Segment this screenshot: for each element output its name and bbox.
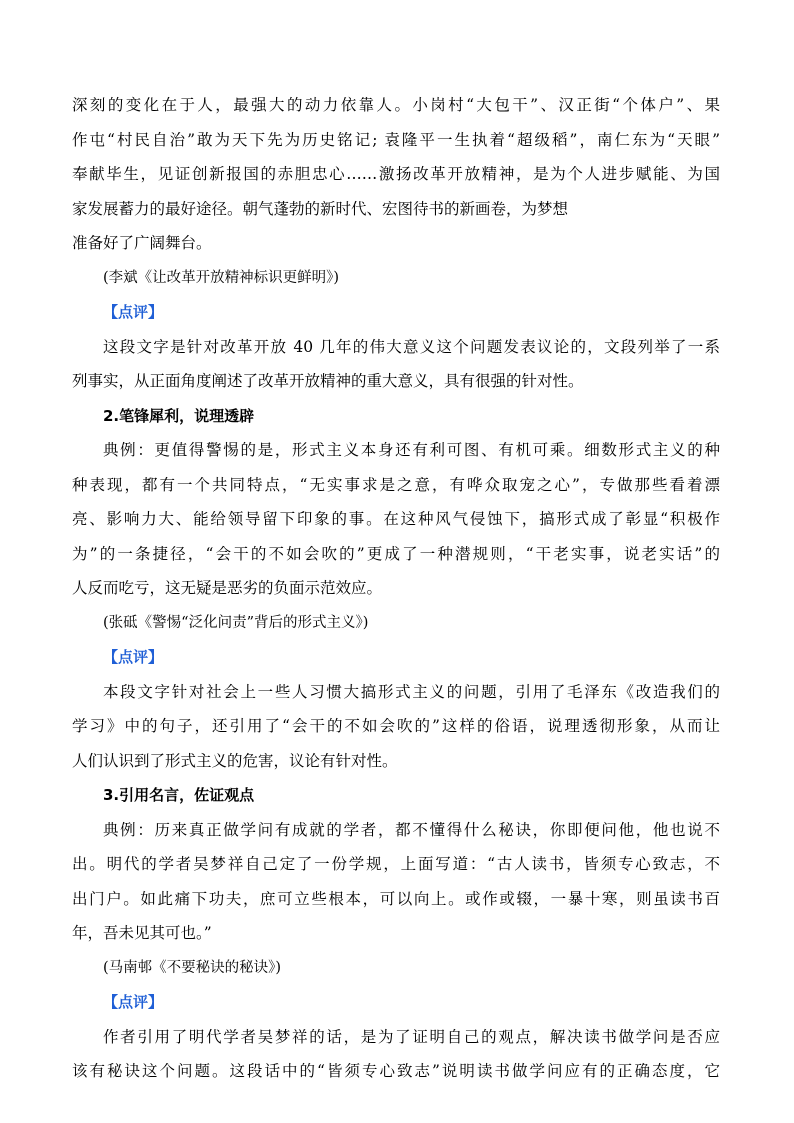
comment-line: 作者引用了明代学者吴梦祥的话，是为了证明自己的观点，解决读书做学问是否应 bbox=[103, 1027, 720, 1046]
comment-line: 学习》中的句子，还引用了“会干的不如会吹的”这样的俗语，说理透彻形象，从而让 bbox=[72, 717, 720, 735]
comment-line: 这段文字是针对改革开放 40 几年的伟大意义这个问题发表议论的，文段列举了一系 bbox=[103, 337, 720, 356]
example-line: 典例：更值得警惕的是，形式主义本身还有利可图、有机可乘。细数形式主义的种 bbox=[103, 441, 720, 459]
paragraph-line: 家发展蓄力的最好途径。朝气蓬勃的新时代、宏图待书的新画卷，为梦想 bbox=[72, 199, 569, 218]
comment-label: 【点评】 bbox=[103, 303, 164, 321]
section-heading: 3.引用名言，佐证观点 bbox=[103, 786, 255, 804]
document-page bbox=[72, 88, 720, 1089]
comment-label: 【点评】 bbox=[103, 648, 164, 666]
example-line: 种表现，都有一个共同特点，“无实事求是之意，有哗众取宠之心”，专做那些看着漂 bbox=[72, 475, 720, 494]
source-citation: (李斌《让改革开放精神标识更鲜明》) bbox=[103, 269, 340, 286]
example-line: 人反而吃亏，这无疑是恶劣的负面示范效应。 bbox=[72, 579, 383, 597]
example-line: 亮、影响力大、能给领导留下印象的事。在这种风气侵蚀下，搞形式成了彰显“积极作 bbox=[72, 510, 720, 528]
paragraph-line: 奉献毕生，见证创新报国的赤胆忠心……激扬改革开放精神，是为个人进步赋能、为国 bbox=[72, 165, 720, 183]
example-line: 为”的一条捷径，“会干的不如会吹的”更成了一种潜规则，“干老实事，说老实话”的 bbox=[72, 544, 720, 563]
comment-label: 【点评】 bbox=[103, 993, 164, 1011]
comment-line: 列事实，从正面角度阐述了改革开放精神的重大意义，具有很强的针对性。 bbox=[72, 372, 584, 390]
paragraph-line: 深刻的变化在于人，最强大的动力依靠人。小岗村“大包干”、汉正街“个体户”、果 bbox=[72, 96, 720, 114]
source-citation: (马南邨《不要秘诀的秘诀》) bbox=[103, 959, 282, 976]
example-line: 典例：历来真正做学问有成就的学者，都不懂得什么秘诀，你即便问他，他也说不 bbox=[103, 820, 720, 839]
section-heading: 2.笔锋犀利，说理透辟 bbox=[103, 406, 255, 425]
paragraph-line: 准备好了广阔舞台。 bbox=[72, 234, 212, 252]
paragraph-line: 作屯“村民自治”敢为天下先为历史铭记; 袁隆平一生执着“超级稻”，南仁东为“天眼” bbox=[72, 130, 720, 149]
example-line: 年，吾未见其可也。” bbox=[72, 924, 212, 942]
comment-line: 本段文字针对社会上一些人习惯大搞形式主义的问题，引用了毛泽东《改造我们的 bbox=[103, 682, 720, 701]
example-line: 出门户。如此痛下功夫，庶可立些根本，可以向上。或作或辍，一暴十寒，则虽读书百 bbox=[72, 889, 720, 908]
example-line: 出。明代的学者吴梦祥自己定了一份学规，上面写道：“古人读书，皆须专心致志，不 bbox=[72, 855, 720, 873]
comment-line: 该有秘诀这个问题。这段话中的“皆须专心致志”说明读书做学问应有的正确态度，它 bbox=[72, 1062, 720, 1080]
comment-line: 人们认识到了形式主义的危害，议论有针对性。 bbox=[72, 751, 398, 770]
source-citation: (张砥《警惕“泛化问责”背后的形式主义》) bbox=[103, 614, 369, 631]
